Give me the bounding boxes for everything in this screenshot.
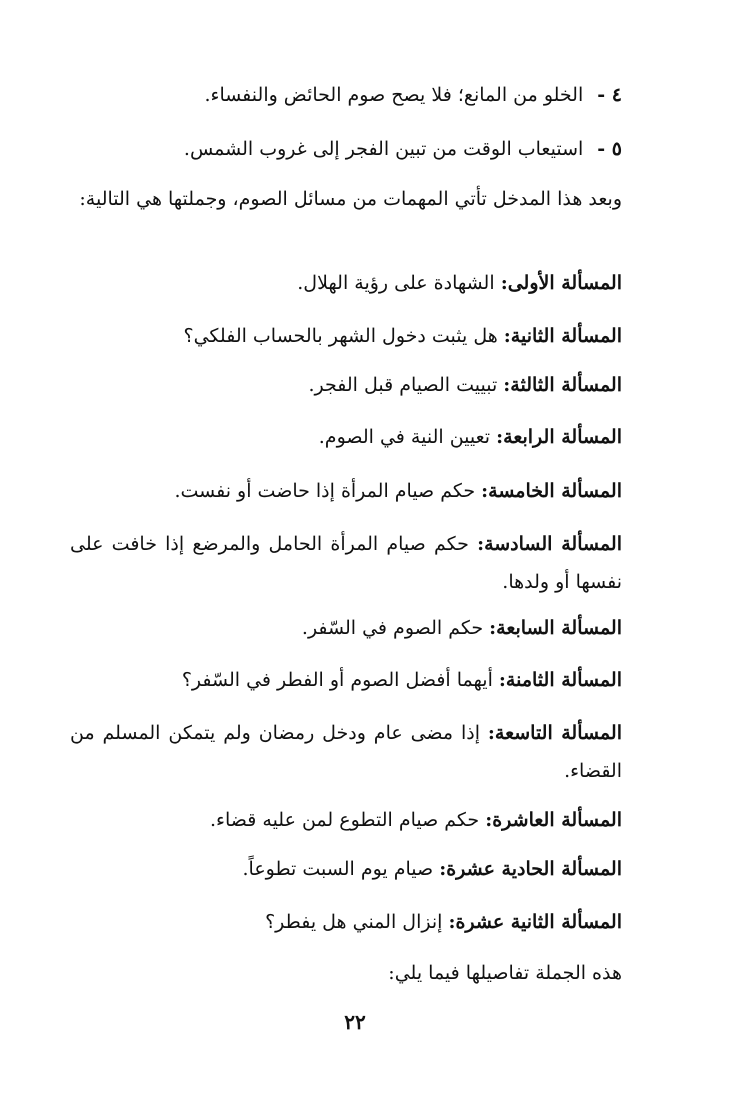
page-number: ٢٢ [344,1010,366,1034]
intro-paragraph: وبعد هذا المدخل تأتي المهمات من مسائل الصوم، وجملتها هي التالية: [79,188,622,210]
item-text: الخلو من المانع؛ فلا يصح صوم الحائض والنفساء. [204,84,584,106]
issue-label: المسألة السادسة: [477,533,622,555]
item-number: ٥ - [597,138,622,160]
issue-label: المسألة السابعة: [489,617,622,639]
issue-1 [297,270,622,296]
issue-5 [174,478,622,504]
issue-text: إنزال المني هل يفطر؟ [265,911,443,933]
issue-text: تبييت الصيام قبل الفجر. [308,374,498,396]
issue-text: تعيين النية في الصوم. [318,426,491,448]
issue-label: المسألة العاشرة: [485,809,622,831]
issue-text: أيهما أفضل الصوم أو الفطر في السّفر؟ [181,669,493,691]
issue-label: المسألة الأولى: [500,272,622,294]
issue-text: هل يثبت دخول الشهر بالحساب الفلكي؟ [183,325,498,347]
condition-item-4 [204,82,622,108]
item-number: ٤ - [597,84,622,106]
issue-4 [319,424,622,450]
issue-text: صيام يوم السبت تطوعاً. [242,858,434,880]
issue-text: إذا مضى عام ودخل رمضان ولم يتمكن المسلم من القضاء. [70,722,622,782]
issue-label: المسألة الثامنة: [498,669,622,691]
issue-label: المسألة الرابعة: [496,426,622,448]
issue-text: حكم صيام المرأة الحامل والمرضع إذا خافت على نفسها أو ولدها. [70,533,622,593]
issue-9 [70,714,622,790]
item-text: استيعاب الوقت من تبين الفجر إلى غروب الشمس. [183,138,584,160]
condition-item-5 [184,136,622,162]
issue-text: حكم الصوم في السّفر. [301,617,484,639]
issue-label: المسألة الثانية عشرة: [448,911,622,933]
issue-10 [210,807,622,833]
issue-text: الشهادة على رؤية الهلال. [297,272,495,294]
issue-text: حكم صيام المرأة إذا حاضت أو نفست. [174,480,476,502]
issue-12 [265,909,622,935]
issue-label: المسألة الحادية عشرة: [439,858,622,880]
issue-2 [184,323,623,349]
issue-label: المسألة الثالثة: [503,374,622,396]
issue-8 [182,667,622,693]
issue-7 [302,615,622,641]
issue-label: المسألة الثانية: [503,325,622,347]
issue-6 [70,525,622,601]
issue-label: المسألة الخامسة: [481,480,622,502]
closing-line: هذه الجملة تفاصيلها فيما يلي: [388,962,622,984]
issue-11 [242,856,622,882]
issue-3 [308,372,622,398]
issue-text: حكم صيام التطوع لمن عليه قضاء. [210,809,480,831]
issue-label: المسألة التاسعة: [487,722,622,744]
